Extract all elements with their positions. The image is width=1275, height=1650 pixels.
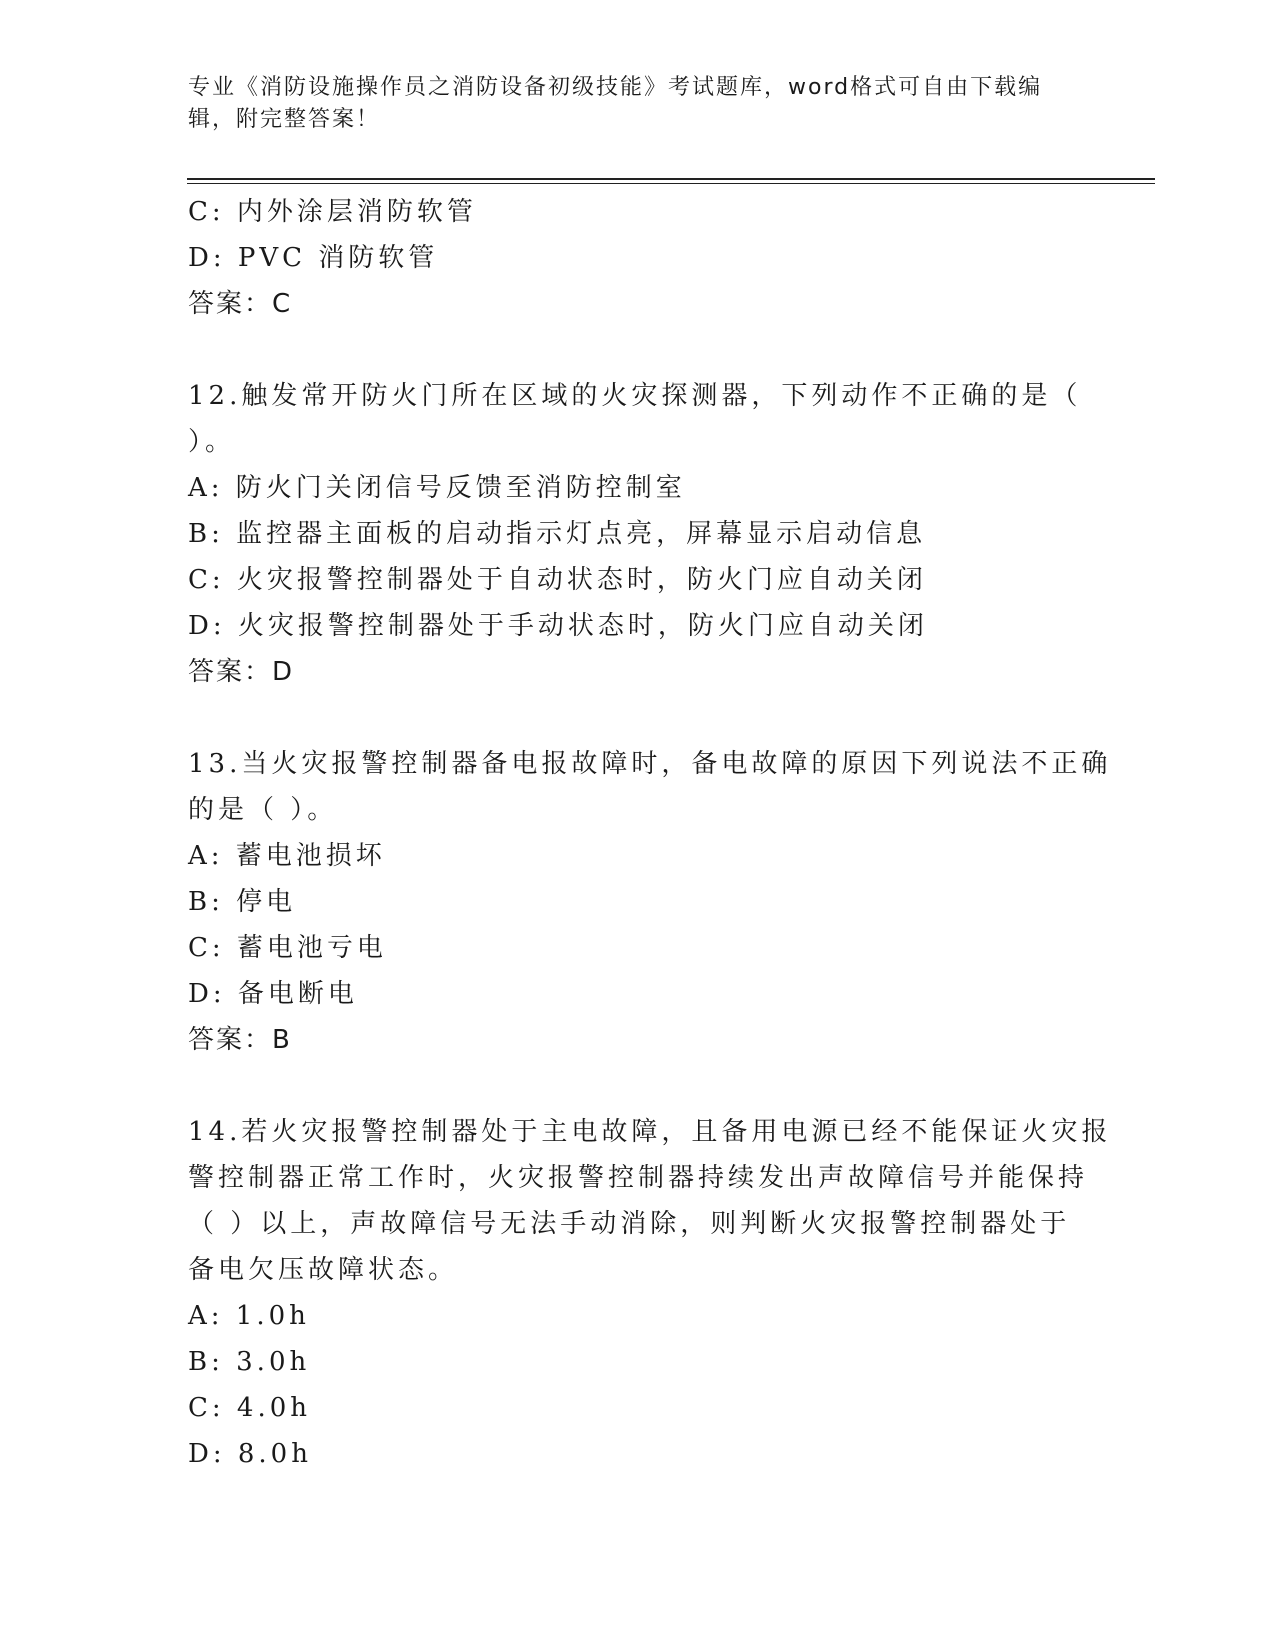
answer-line: 答案：D xyxy=(188,657,295,687)
option-a: A: 防火门关闭信号反馈至消防控制室 xyxy=(188,473,686,503)
option-d: D: PVC 消防软管 xyxy=(188,243,439,273)
option-c: C: 4.0h xyxy=(188,1393,312,1423)
question-stem-line: ）。 xyxy=(188,427,236,457)
option-b: B: 监控器主面板的启动指示灯点亮，屏幕显示启动信息 xyxy=(188,519,927,549)
spacer xyxy=(188,695,1088,741)
question-stem-line: 12.触发常开防火门所在区域的火灾探测器，下列动作不正确的是（ xyxy=(188,381,1082,411)
question-14 xyxy=(188,1109,1112,1477)
answer-line: 答案：C xyxy=(188,289,293,319)
option-c: C: 蓄电池亏电 xyxy=(188,933,387,963)
header-divider-thick xyxy=(187,178,1155,180)
question-stem-line: （ ）以上，声故障信号无法手动消除，则判断火灾报警控制器处于 xyxy=(188,1209,1071,1239)
option-d: D: 8.0h xyxy=(188,1439,312,1469)
question-12 xyxy=(188,373,1088,695)
header-line-1: 专业《消防设施操作员之消防设备初级技能》考试题库，word格式可自由下载编 xyxy=(188,75,1043,100)
option-c: C: 火灾报警控制器处于自动状态时，防火门应自动关闭 xyxy=(188,565,927,595)
question-stem-line: 14.若火灾报警控制器处于主电故障，且备用电源已经不能保证火灾报 xyxy=(188,1117,1112,1147)
option-b: B: 3.0h xyxy=(188,1347,311,1377)
question-13 xyxy=(188,741,1112,1063)
answer-line: 答案：B xyxy=(188,1025,292,1055)
option-d: D: 备电断电 xyxy=(188,979,358,1009)
option-a: A: 蓄电池损坏 xyxy=(188,841,386,871)
header-divider-thin xyxy=(187,183,1155,184)
header-line-2: 辑，附完整答案！ xyxy=(188,107,381,132)
question-stem-line: 警控制器正常工作时，火灾报警控制器持续发出声故障信号并能保持 xyxy=(188,1163,1089,1193)
document-header xyxy=(188,72,1088,136)
option-a: A: 1.0h xyxy=(188,1301,310,1331)
option-c: C: 内外涂层消防软管 xyxy=(188,197,477,227)
question-content xyxy=(188,189,1112,1477)
option-b: B: 停电 xyxy=(188,887,297,917)
previous-question xyxy=(188,189,1088,327)
question-stem-line: 13.当火灾报警控制器备电报故障时，备电故障的原因下列说法不正确 xyxy=(188,749,1112,779)
option-d: D: 火灾报警控制器处于手动状态时，防火门应自动关闭 xyxy=(188,611,928,641)
question-stem-line: 的是（ ）。 xyxy=(188,795,338,825)
spacer xyxy=(188,1063,1088,1109)
question-stem-line: 备电欠压故障状态。 xyxy=(188,1255,459,1285)
spacer xyxy=(188,327,1088,373)
